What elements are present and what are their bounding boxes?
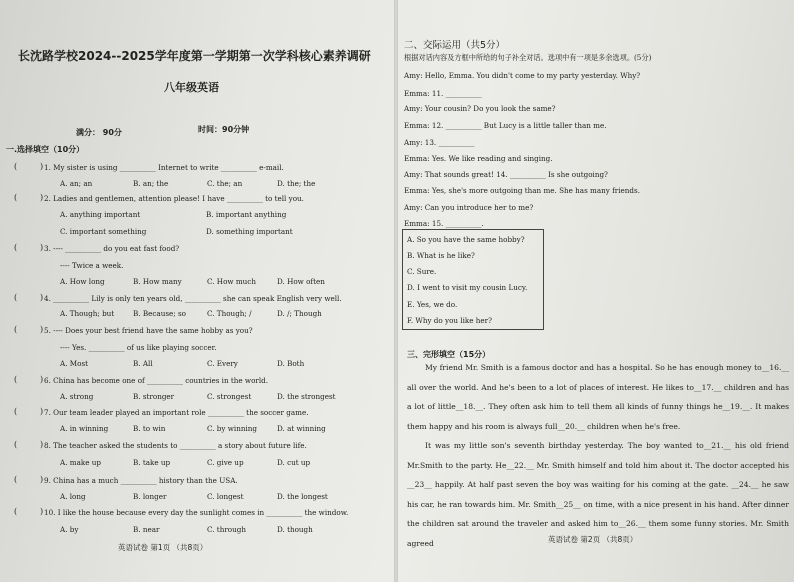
answer-option: D. cut up — [277, 458, 311, 467]
dialogue-line: Emma: Yes. We like reading and singing. — [404, 154, 553, 163]
answer-option: D. something important — [206, 227, 293, 236]
answer-bracket-close: ) — [40, 507, 44, 516]
answer-option: C. give up — [207, 458, 244, 467]
answer-bracket-open: ( — [14, 507, 18, 516]
cloze-paragraph-1: My friend Mr. Smith is a famous doctor and has a hospital. So he has enough money to__16.__ all over the world. And he's been to a lot of places of interest. He likes to__17.__ children and has a lot of little__18.__. They often ask him to tell them all kinds of funny things he__19.__. It makes them happy and his room is always full__20.__ children when he's free. — [407, 363, 789, 431]
answer-bracket-close: ) — [40, 475, 44, 484]
page-fold — [394, 0, 398, 582]
full-score: 满分： 90分 — [76, 128, 122, 137]
answer-option: C. by winning — [207, 424, 257, 433]
question-stem: 4. __________ Lily is only ten years old, __________ she can speak English very well. — [44, 294, 342, 303]
answer-bracket-close: ) — [40, 243, 44, 252]
answer-option: C. through — [207, 525, 246, 534]
answer-bracket-close: ) — [40, 375, 44, 384]
answer-option: B. near — [133, 525, 160, 534]
section3-heading: 三、完形填空（15分） — [407, 350, 491, 359]
dialogue-line: Emma: 12. __________ But Lucy is a little taller than me. — [404, 121, 607, 130]
answer-bracket-close: ) — [40, 293, 44, 302]
dialogue-option: F. Why do you like her? — [407, 316, 492, 325]
answer-bracket-close: ) — [40, 162, 44, 171]
answer-option: B. to win — [133, 424, 166, 433]
answer-option: B. an; the — [133, 179, 169, 188]
answer-option: B. longer — [133, 492, 167, 501]
answer-bracket-close: ) — [40, 325, 44, 334]
answer-option: A. Though; but — [60, 309, 115, 318]
footer-left: 英语试卷 第1页 （共8页） — [118, 543, 208, 552]
question-stem: 10. I like the house because every day the sunlight comes in __________ the window. — [44, 508, 349, 517]
answer-option: C. strongest — [207, 392, 252, 401]
answer-option: B. important anything — [206, 210, 287, 219]
dialogue-option: D. I went to visit my cousin Lucy. — [407, 283, 528, 292]
answer-option: C. Every — [207, 359, 238, 368]
answer-option: A. by — [60, 525, 79, 534]
answer-bracket-open: ( — [14, 407, 18, 416]
dialogue-option: A. So you have the same hobby? — [407, 235, 525, 244]
answer-option: C. important something — [60, 227, 147, 236]
answer-option: D. /; Though — [277, 309, 322, 318]
answer-option: C. How much — [207, 277, 256, 286]
question-reply: ---- Twice a week. — [60, 261, 124, 270]
answer-option: C. the; an — [207, 179, 243, 188]
exam-title: 长沈路学校2024--2025学年度第一学期第一次学科核心素养调研 — [18, 49, 371, 63]
options-box — [402, 229, 544, 330]
answer-bracket-open: ( — [14, 375, 18, 384]
answer-option: A. strong — [60, 392, 94, 401]
footer-right: 英语试卷 第2页 （共8页） — [548, 535, 638, 544]
question-stem: 5. ---- Does your best friend have the same hobby as you? — [44, 326, 253, 335]
answer-bracket-close: ) — [40, 407, 44, 416]
dialogue-line: Emma: 15. __________. — [404, 219, 484, 228]
dialogue-line: Emma: 11. __________ — [404, 89, 482, 98]
answer-bracket-open: ( — [14, 440, 18, 449]
answer-option: C. longest — [207, 492, 244, 501]
answer-bracket-open: ( — [14, 162, 18, 171]
answer-option: D. How often — [277, 277, 325, 286]
answer-option: B. All — [133, 359, 153, 368]
answer-option: C. Though; / — [207, 309, 252, 318]
section1-heading: 一.选择填空（10分） — [6, 145, 85, 154]
exam-subtitle: 八年级英语 — [164, 81, 219, 94]
dialogue-line: Emma: Yes, she's more outgoing than me. She has many friends. — [404, 186, 640, 195]
answer-option: D. though — [277, 525, 313, 534]
dialogue-line: Amy: Can you introduce her to me? — [404, 203, 534, 212]
answer-bracket-close: ) — [40, 440, 44, 449]
dialogue-line: Amy: 13. __________ — [404, 138, 475, 147]
answer-bracket-open: ( — [14, 293, 18, 302]
question-stem: 3. ---- __________ do you eat fast food? — [44, 244, 180, 253]
answer-bracket-open: ( — [14, 243, 18, 252]
answer-bracket-open: ( — [14, 325, 18, 334]
answer-option: B. Because; so — [133, 309, 186, 318]
answer-option: D. at winning — [277, 424, 326, 433]
question-stem: 6. China has become one of __________ countries in the world. — [44, 376, 269, 385]
answer-option: A. anything important — [60, 210, 141, 219]
dialogue-line: Amy: Hello, Emma. You didn't come to my party yesterday. Why? — [404, 71, 641, 80]
answer-option: B. take up — [133, 458, 171, 467]
answer-option: A. make up — [60, 458, 101, 467]
answer-option: B. How many — [133, 277, 182, 286]
answer-option: D. the; the — [277, 179, 316, 188]
answer-bracket-open: ( — [14, 475, 18, 484]
answer-option: A. Most — [60, 359, 89, 368]
answer-option: D. Both — [277, 359, 305, 368]
question-stem: 7. Our team leader played an important role __________ the soccer game. — [44, 408, 309, 417]
question-reply: ---- Yes. __________ of us like playing soccer. — [60, 343, 217, 352]
answer-option: B. stronger — [133, 392, 175, 401]
answer-option: A. in winning — [60, 424, 109, 433]
answer-option: A. How long — [60, 277, 105, 286]
answer-bracket-open: ( — [14, 193, 18, 202]
dialogue-line: Amy: That sounds great! 14. __________ Is she outgoing? — [404, 170, 608, 179]
question-stem: 2. Ladies and gentlemen, attention please! I have __________ to tell you. — [44, 194, 304, 203]
exam-time: 时间：90分钟 — [198, 125, 250, 134]
question-stem: 8. The teacher asked the students to __________ a story about future life. — [44, 441, 307, 450]
dialogue-option: B. What is he like? — [407, 251, 475, 260]
answer-option: D. the strongest — [277, 392, 336, 401]
section2-heading: 二、交际运用（共5分） — [404, 40, 506, 51]
dialogue-option: E. Yes, we do. — [407, 300, 458, 309]
dialogue-line: Amy: Your cousin? Do you look the same? — [404, 104, 556, 113]
answer-option: D. the longest — [277, 492, 328, 501]
dialogue-option: C. Sure. — [407, 267, 437, 276]
answer-option: A. long — [60, 492, 86, 501]
section2-instruction: 根据对话内容及方框中所给的句子补全对话。选项中有一项是多余选项。(5分) — [404, 53, 652, 62]
question-stem: 1. My sister is using __________ Internet to write __________ e-mail. — [44, 163, 284, 172]
answer-option: A. an; an — [60, 179, 93, 188]
question-stem: 9. China has a much __________ history than the USA. — [44, 476, 238, 485]
cloze-paragraph-2: It was my little son's seventh birthday yesterday. The boy wanted to__21.__ his old friend Mr.Smith to the party. He__22.__ Mr. Smith himself and told him about it. The doctor accepted his __23__ happily. At half past seven the boy was waiting for his coming at the gate. __24.__ he saw his car, he ran towards him. Mr. Smith__25__ on time, with a nice present in his hand. After dinner the children sat around the traveler and asked him to__26.__ them some funny stories. Mr. Smith agreed — [407, 441, 789, 548]
answer-bracket-close: ) — [40, 193, 44, 202]
